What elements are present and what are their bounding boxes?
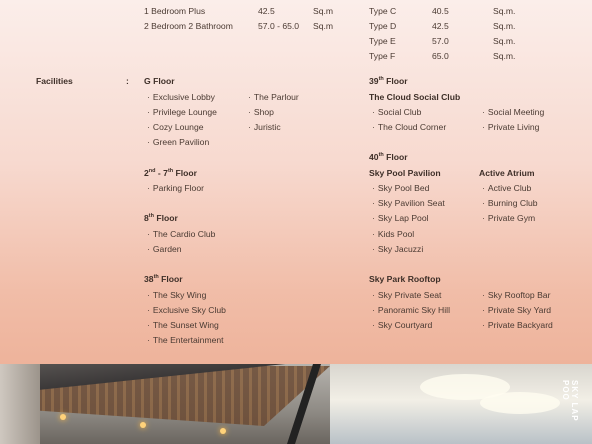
unit-size: 42.5	[432, 21, 449, 31]
unit-measure: Sq.m.	[493, 6, 516, 16]
rooftop-photo	[0, 364, 592, 444]
facility-item: · Sky Jacuzzi	[372, 244, 423, 255]
facility-item: · The Cloud Corner	[372, 122, 446, 133]
facility-item: · Exclusive Sky Club	[147, 305, 226, 316]
unit-name: 1 Bedroom Plus	[144, 6, 206, 16]
facility-item: · Private Sky Yard	[482, 305, 551, 316]
facility-item: · Sky Lap Pool	[372, 213, 429, 224]
facility-item: · Exclusive Lobby	[147, 92, 215, 103]
unit-type: Type C	[369, 6, 397, 16]
unit-size: 40.5	[432, 6, 449, 16]
unit-name: 2 Bedroom 2 Bathroom	[144, 21, 233, 31]
facility-item: · Sky Courtyard	[372, 320, 432, 331]
facility-item: · Sky Pool Bed	[372, 183, 429, 194]
unit-size: 65.0	[432, 51, 449, 61]
facility-item: · Sky Pavilion Seat	[372, 198, 445, 209]
sky-park-rooftop-title: Sky Park Rooftop	[369, 274, 441, 284]
photo-caption: SKY LAP POO	[561, 380, 579, 422]
facility-item: · Active Club	[482, 183, 531, 194]
active-atrium-title: Active Atrium	[479, 168, 535, 178]
unit-size: 57.0 - 65.0	[258, 21, 300, 31]
facility-item: · Parking Floor	[147, 183, 204, 194]
facility-item: · Social Meeting	[482, 107, 544, 118]
g-floor-title: G Floor	[144, 76, 175, 86]
floor-2-7-title: 2nd - 7th Floor	[144, 168, 198, 178]
facility-item: · Burning Club	[482, 198, 538, 209]
facility-item: · Kids Pool	[372, 229, 414, 240]
unit-type: Type D	[369, 21, 397, 31]
floor-8-title: 8th Floor	[144, 213, 178, 223]
facility-item: · Privilege Lounge	[147, 107, 217, 118]
facility-item: · The Entertainment	[147, 335, 224, 346]
unit-type: Type F	[369, 51, 396, 61]
sky-pool-pavilion-title: Sky Pool Pavilion	[369, 168, 441, 178]
facility-item: · Private Gym	[482, 213, 535, 224]
unit-measure: Sq.m	[313, 21, 334, 31]
facility-item: · Panoramic Sky Hill	[372, 305, 450, 316]
cloud-social-club-title: The Cloud Social Club	[369, 92, 461, 102]
facility-item: · Private Backyard	[482, 320, 553, 331]
facilities-label: Facilities	[36, 76, 73, 86]
marble-wall	[0, 364, 40, 444]
facility-item: · Sky Private Seat	[372, 290, 441, 301]
facility-item: · Private Living	[482, 122, 539, 133]
facility-item: · The Cardio Club	[147, 229, 215, 240]
floor-38-title: 38th Floor	[144, 274, 183, 284]
facility-item: · Sky Rooftop Bar	[482, 290, 550, 301]
facility-item: · The Sunset Wing	[147, 320, 219, 331]
unit-size: 42.5	[258, 6, 275, 16]
facility-item: · Juristic	[248, 122, 281, 133]
floor-40-title: 40th Floor	[369, 152, 408, 162]
unit-measure: Sq.m.	[493, 36, 516, 46]
facility-item: · Garden	[147, 244, 182, 255]
facility-item: · The Sky Wing	[147, 290, 206, 301]
floor-39-title: 39th Floor	[369, 76, 408, 86]
facility-item: · Social Club	[372, 107, 421, 118]
facility-item: · The Parlour	[248, 92, 299, 103]
unit-measure: Sq.m.	[493, 21, 516, 31]
facility-item: · Shop	[248, 107, 274, 118]
unit-type: Type E	[369, 36, 396, 46]
facility-item: · Cozy Lounge	[147, 122, 204, 133]
facility-item: · Green Pavilion	[147, 137, 209, 148]
facilities-colon: :	[126, 76, 129, 86]
unit-measure: Sq.m	[313, 6, 334, 16]
unit-size: 57.0	[432, 36, 449, 46]
unit-measure: Sq.m.	[493, 51, 516, 61]
